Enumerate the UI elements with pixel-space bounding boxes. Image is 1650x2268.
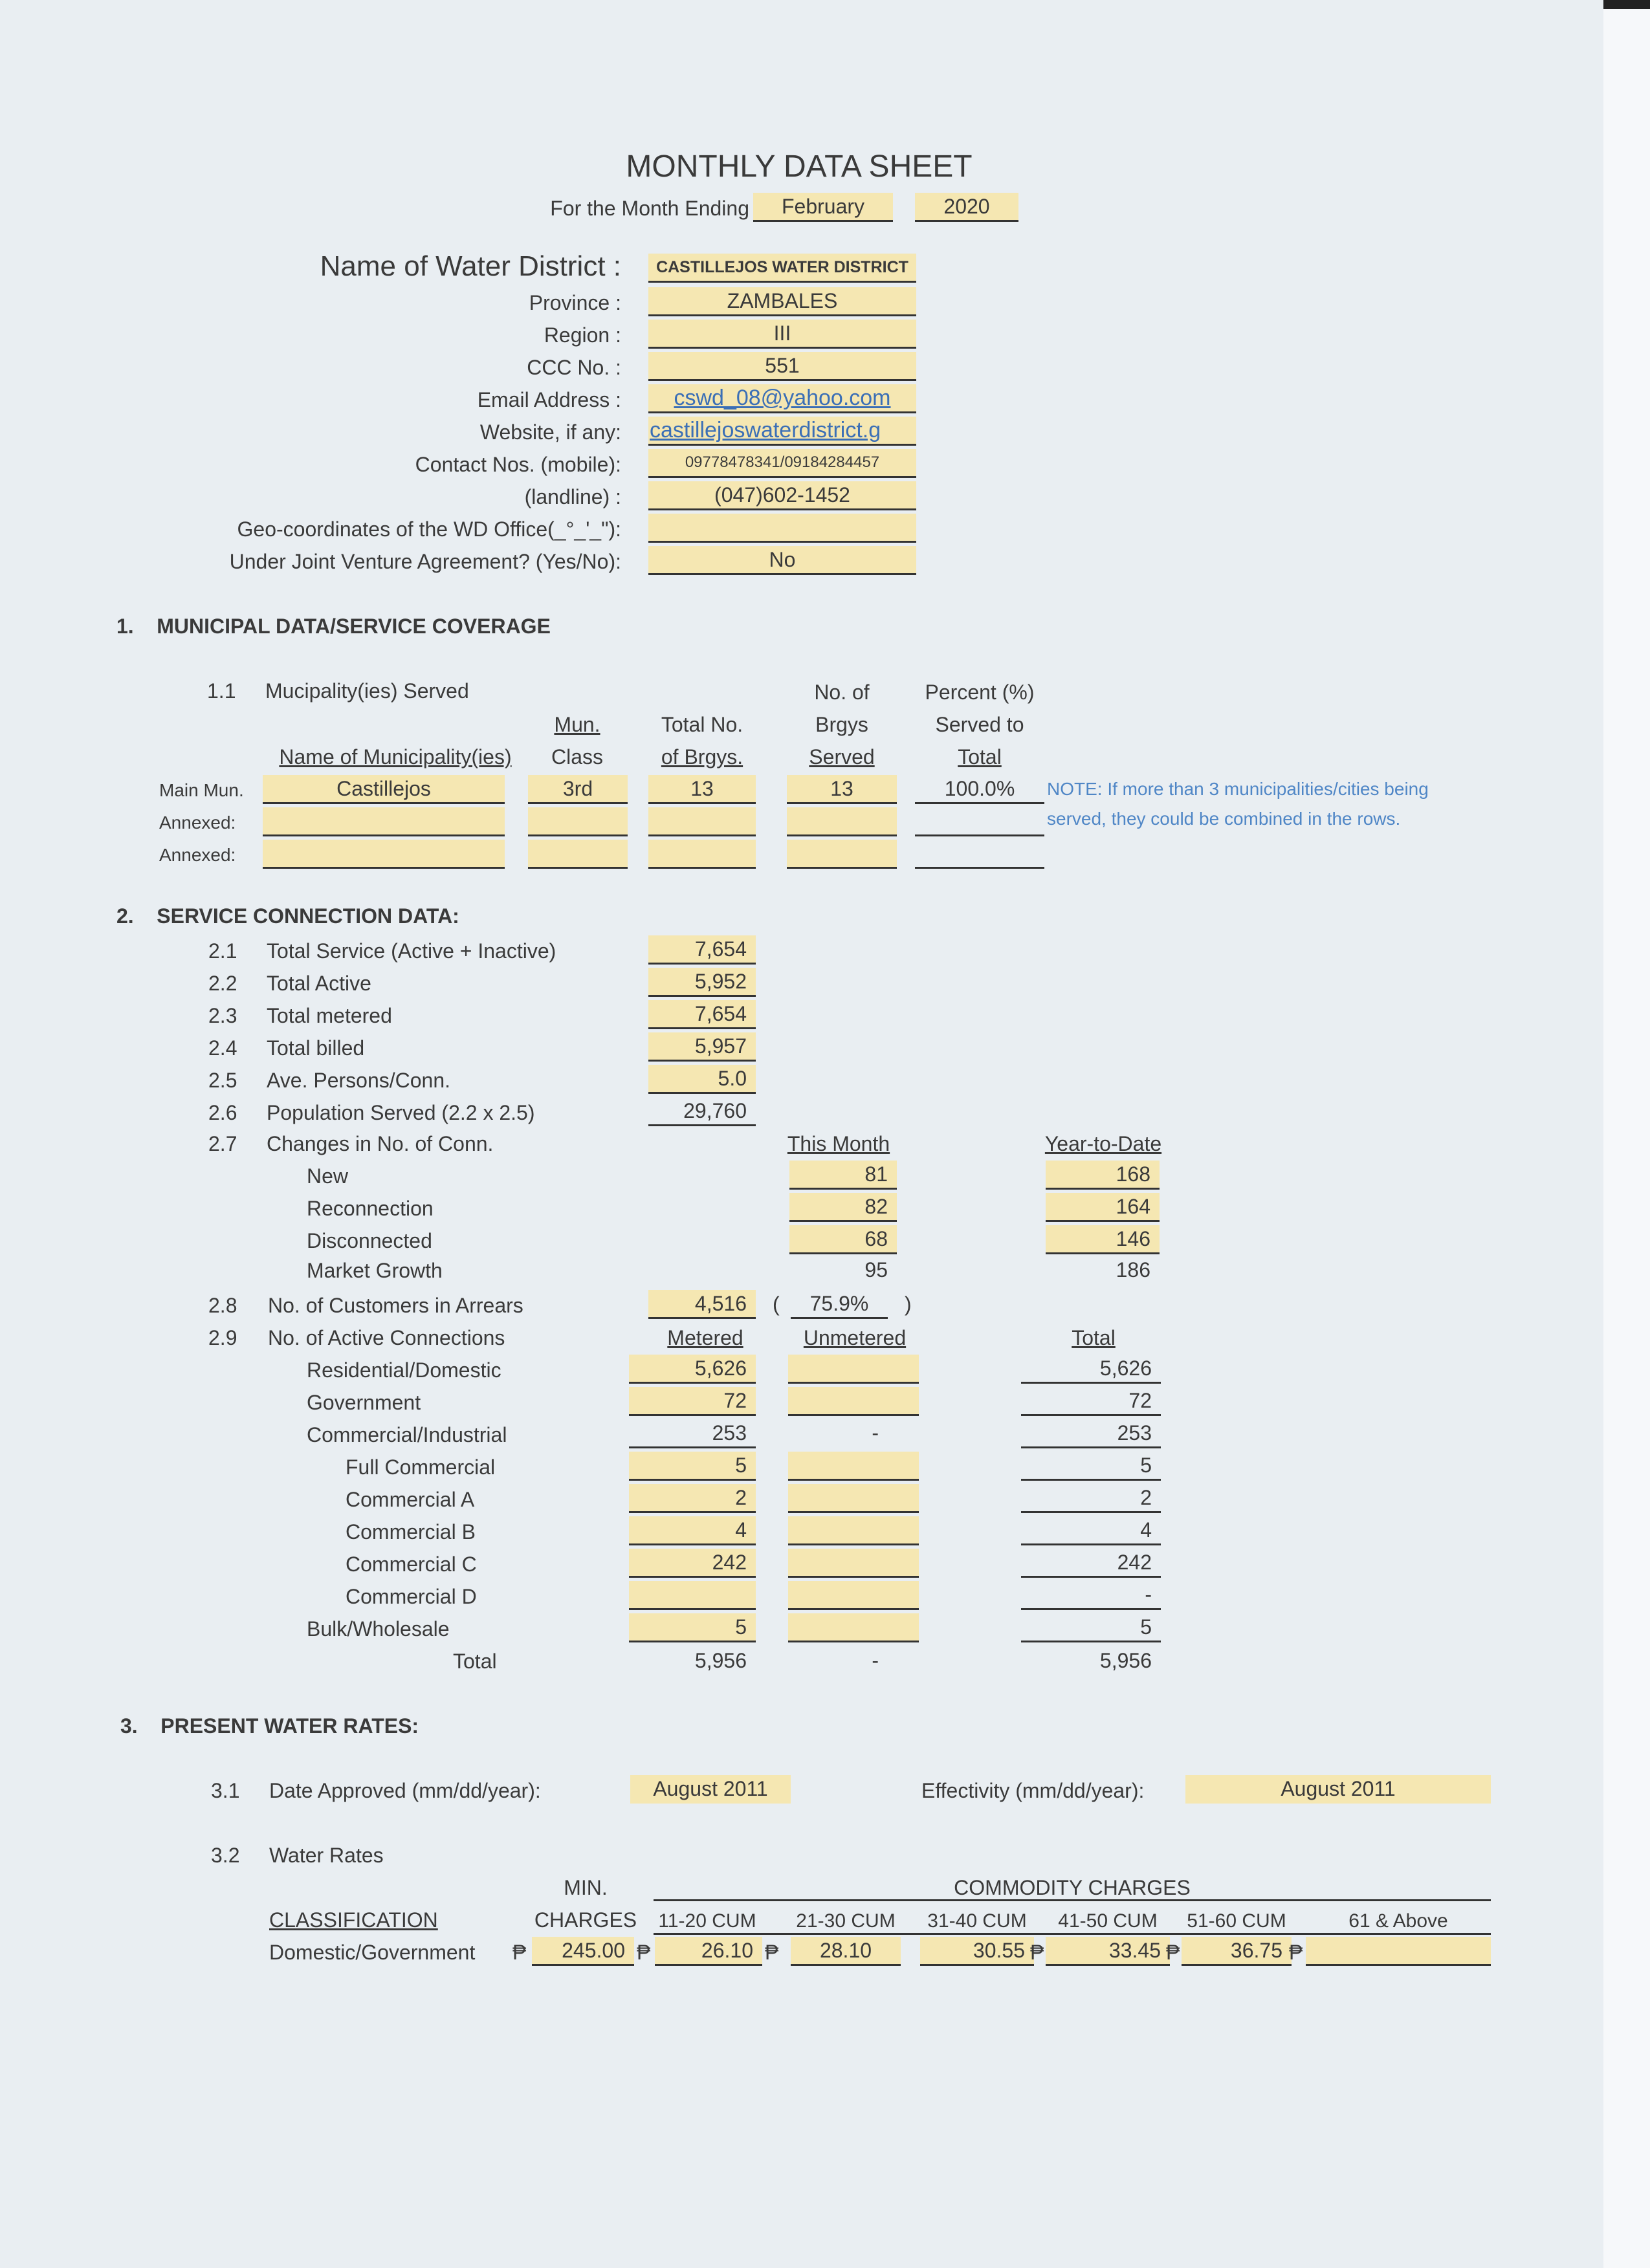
active-total-value: 253 (1117, 1421, 1152, 1445)
item-label: Total metered (267, 1004, 392, 1027)
active-unmetered-field[interactable] (788, 1387, 919, 1416)
note-line-1: NOTE: If more than 3 municipalities/cities being (1047, 779, 1429, 799)
muni-total-field-2[interactable] (648, 807, 756, 836)
arrears-value: 4,516 (694, 1292, 747, 1315)
change-label: Disconnected (307, 1229, 432, 1252)
active-metered-value: 72 (723, 1389, 747, 1412)
item-label: Ave. Persons/Conn. (267, 1069, 451, 1092)
active-label: No. of Active Connections (268, 1326, 505, 1349)
change-month-value: 82 (864, 1195, 888, 1218)
active-row-label: Bulk/Wholesale (307, 1617, 450, 1641)
item-label: Total Active (267, 972, 371, 995)
active-total-value: 4 (1140, 1518, 1152, 1542)
rate-value: 36.75 (1230, 1939, 1282, 1962)
col-total-header-1: Total No. (661, 713, 743, 736)
bracket-header-line (654, 1933, 1491, 1935)
item-value: 7,654 (694, 937, 747, 961)
muni-total-value-1: 13 (690, 777, 714, 800)
item-num: 2.1 (208, 939, 237, 963)
jv-value: No (769, 548, 796, 571)
col-class-header-1: Mun. (554, 713, 600, 736)
item-value: 5.0 (718, 1067, 747, 1090)
muni-served-field-2[interactable] (787, 807, 897, 836)
active-total-line (1021, 1608, 1161, 1610)
active-row-label: Commercial A (346, 1488, 475, 1511)
water-rates-label: Water Rates (269, 1844, 384, 1867)
active-metered-value: 5,626 (694, 1357, 747, 1380)
item-value: 7,654 (694, 1002, 747, 1025)
active-total-line (1021, 1511, 1161, 1513)
active-total-value: 5 (1140, 1615, 1152, 1639)
item-label: Total Service (Active + Inactive) (267, 939, 556, 963)
rate-value: 28.10 (819, 1939, 872, 1962)
col-pct-header-2: Served to (935, 713, 1024, 736)
change-month-value: 81 (864, 1162, 888, 1186)
email-label: Email Address : (477, 388, 621, 411)
arrears-close-paren: ) (905, 1292, 912, 1316)
change-month-value: 68 (864, 1227, 888, 1250)
jv-label: Under Joint Venture Agreement? (Yes/No): (229, 550, 621, 573)
arrears-label: No. of Customers in Arrears (268, 1294, 523, 1317)
section1-sub-num: 1.1 (207, 679, 236, 703)
active-unmetered-field[interactable] (788, 1355, 919, 1384)
peso-sign: ₱ (637, 1941, 651, 1964)
bracket-header: 31-40 CUM (927, 1910, 1027, 1932)
bracket-header: 21-30 CUM (796, 1910, 896, 1932)
active-metered-value: 2 (735, 1486, 747, 1509)
peso-sign: ₱ (1289, 1941, 1303, 1964)
item-value: 29,760 (683, 1099, 747, 1122)
active-unmetered-field[interactable] (788, 1484, 919, 1513)
active-unmetered-field[interactable] (788, 1613, 919, 1642)
change-ytd-value: 146 (1116, 1227, 1150, 1250)
commodity-charges-header: COMMODITY CHARGES (954, 1876, 1191, 1899)
active-metered-value: 5 (735, 1615, 747, 1639)
ytd-header: Year-to-Date (1044, 1132, 1162, 1155)
mobile-label: Contact Nos. (mobile): (415, 453, 621, 476)
change-label: Reconnection (307, 1197, 434, 1220)
muni-class-field-2[interactable] (528, 807, 628, 836)
change-month-value: 95 (864, 1258, 888, 1281)
col-total-header-2: of Brgys. (661, 745, 743, 769)
muni-total-field-3[interactable] (648, 840, 756, 869)
muni-class-value-1: 3rd (562, 777, 593, 800)
muni-pct-line-3 (915, 867, 1044, 869)
landline-value: (047)602-1452 (714, 483, 850, 507)
active-metered-value: 4 (735, 1518, 747, 1542)
this-month-header: This Month (787, 1132, 890, 1155)
item-num: 2.3 (208, 1004, 237, 1027)
col-served-header-2: Brgys (815, 713, 868, 736)
active-total-line (1021, 1446, 1161, 1448)
peso-sign: ₱ (1166, 1941, 1180, 1964)
main-mun-label: Main Mun. (159, 780, 244, 800)
arrears-pct-line (791, 1317, 888, 1319)
change-ytd-value: 164 (1116, 1195, 1150, 1218)
col-pct-header-3: Total (958, 745, 1002, 769)
min-charge-value: 245.00 (562, 1939, 625, 1962)
col-pct-header-1: Percent (%) (925, 681, 1035, 704)
active-unmetered-value: - (872, 1421, 879, 1445)
bracket-header: 41-50 CUM (1058, 1910, 1158, 1932)
col-served-header-1: No. of (814, 681, 870, 704)
item-label: Population Served (2.2 x 2.5) (267, 1101, 535, 1124)
grand-metered-value: 5,956 (694, 1649, 747, 1672)
effectivity-value: August 2011 (1281, 1777, 1396, 1800)
active-row-label: Commercial C (346, 1553, 477, 1576)
district-name-label: Name of Water District : (320, 250, 621, 282)
item-num: 2.5 (208, 1069, 237, 1092)
active-total-value: 5,626 (1099, 1357, 1152, 1380)
bracket-header: 61 & Above (1348, 1910, 1448, 1932)
section1-sub-title: Mucipality(ies) Served (265, 679, 469, 703)
ccc-value: 551 (765, 354, 800, 377)
arrears-num: 2.8 (208, 1294, 237, 1317)
active-row-label: Commercial B (346, 1520, 476, 1543)
change-label: Market Growth (307, 1259, 443, 1282)
active-row-label: Commercial/Industrial (307, 1423, 507, 1446)
bracket-header: 11-20 CUM (658, 1910, 756, 1932)
muni-name-value-1: Castillejos (336, 777, 431, 800)
muni-class-field-3[interactable] (528, 840, 628, 869)
grand-total-value: 5,956 (1099, 1649, 1152, 1672)
active-unmetered-field[interactable] (788, 1452, 919, 1481)
peso-sign: ₱ (1030, 1941, 1044, 1964)
item-value: 5,957 (694, 1034, 747, 1058)
annexed-label-1: Annexed: (159, 812, 236, 833)
unmetered-header: Unmetered (803, 1326, 907, 1349)
region-value: III (773, 322, 791, 345)
province-label: Province : (529, 291, 621, 314)
muni-served-value-1: 13 (830, 777, 853, 800)
email-link[interactable]: cswd_08@yahoo.com (674, 386, 891, 410)
item-num: 2.4 (208, 1036, 237, 1060)
active-total-line (1021, 1479, 1161, 1481)
active-row-label: Government (307, 1391, 421, 1414)
date-approved-num: 3.1 (211, 1779, 240, 1802)
population-line (648, 1124, 756, 1126)
rate-row-label: Domestic/Government (269, 1941, 476, 1964)
grand-total-label: Total (453, 1650, 497, 1673)
col-served-header-3: Served (809, 745, 875, 769)
metered-header: Metered (667, 1326, 743, 1349)
region-label: Region : (544, 323, 621, 347)
changes-num: 2.7 (208, 1132, 237, 1155)
min-charges-header-1: MIN. (564, 1876, 608, 1899)
active-total-value: 72 (1128, 1389, 1152, 1412)
active-num: 2.9 (208, 1326, 237, 1349)
active-total-line (1021, 1543, 1161, 1545)
active-total-value: - (1145, 1583, 1152, 1606)
active-metered-value (629, 1581, 747, 1608)
rate-value: 33.45 (1108, 1939, 1161, 1962)
section2-title: 2. SERVICE CONNECTION DATA: (116, 904, 459, 928)
classification-header: CLASSIFICATION (269, 1908, 438, 1932)
date-approved-label: Date Approved (mm/dd/year): (269, 1779, 541, 1802)
active-unmetered-field[interactable] (788, 1516, 919, 1545)
page-title: MONTHLY DATA SHEET (626, 149, 973, 184)
changes-label: Changes in No. of Conn. (267, 1132, 494, 1155)
item-value: 5,952 (694, 970, 747, 993)
active-row-label: Commercial D (346, 1585, 477, 1608)
muni-pct-line-2 (915, 834, 1044, 836)
section3-title: 3. PRESENT WATER RATES: (120, 1714, 419, 1738)
geo-label: Geo-coordinates of the WD Office(_°_'_"): (237, 518, 621, 541)
arrears-open-paren: ( (773, 1292, 780, 1316)
geo-value (648, 514, 916, 541)
effectivity-label: Effectivity (mm/dd/year): (921, 1779, 1145, 1802)
commodity-header-line (654, 1899, 1491, 1901)
change-ytd-value: 168 (1116, 1162, 1150, 1186)
mobile-value: 09778478341/09184284457 (685, 453, 880, 471)
muni-pct-line-1 (915, 802, 1044, 804)
item-num: 2.6 (208, 1101, 237, 1124)
rate-value: 30.55 (973, 1939, 1025, 1962)
rate-value: 26.10 (701, 1939, 753, 1962)
active-total-value: 242 (1117, 1551, 1152, 1574)
rate-value (1306, 1937, 1482, 1964)
peso-sign: ₱ (765, 1941, 779, 1964)
muni-pct-value-1: 100.0% (944, 777, 1015, 800)
active-total-value: 5 (1140, 1454, 1152, 1477)
page-right-edge (1603, 0, 1650, 2268)
website-label: Website, if any: (479, 420, 621, 444)
grand-unmetered-value: - (872, 1649, 879, 1672)
col-name-header: Name of Municipality(ies) (279, 745, 512, 769)
active-total-line (1021, 1641, 1161, 1642)
district-name-value: CASTILLEJOS WATER DISTRICT (656, 258, 908, 276)
active-unmetered-field[interactable] (788, 1549, 919, 1578)
muni-name-field-3[interactable] (263, 840, 505, 869)
col-class-header-2: Class (551, 745, 603, 769)
active-row-label: Residential/Domestic (307, 1358, 501, 1382)
water-rates-num: 3.2 (211, 1844, 240, 1867)
active-total-line (1021, 1414, 1161, 1416)
section1-title: 1. MUNICIPAL DATA/SERVICE COVERAGE (116, 615, 551, 638)
year-value: 2020 (943, 195, 990, 218)
active-metered-line (629, 1446, 756, 1448)
change-ytd-value: 186 (1116, 1258, 1150, 1281)
active-unmetered-field[interactable] (788, 1581, 919, 1610)
province-value: ZAMBALES (727, 289, 838, 312)
item-label: Total billed (267, 1036, 365, 1060)
active-total-line (1021, 1382, 1161, 1384)
active-metered-value: 253 (712, 1421, 747, 1445)
date-approved-value: August 2011 (653, 1777, 768, 1800)
ccc-label: CCC No. : (527, 356, 621, 379)
active-total-value: 2 (1140, 1486, 1152, 1509)
scan-corner-mark (1603, 0, 1650, 9)
active-metered-value: 242 (712, 1551, 747, 1574)
arrears-pct-value: 75.9% (809, 1292, 869, 1315)
website-link[interactable]: castillejoswaterdistrict.g (650, 418, 881, 442)
note-line-2: served, they could be combined in the rows. (1047, 809, 1401, 829)
active-metered-value: 5 (735, 1454, 747, 1477)
month-value: February (781, 195, 865, 218)
item-num: 2.2 (208, 972, 237, 995)
min-charges-header-2: CHARGES (534, 1908, 637, 1932)
landline-label: (landline) : (524, 485, 621, 508)
peso-sign: ₱ (512, 1941, 527, 1964)
change-label: New (307, 1164, 349, 1188)
month-ending-label: For the Month Ending (550, 197, 749, 220)
bracket-header: 51-60 CUM (1187, 1910, 1286, 1932)
muni-served-field-3[interactable] (787, 840, 897, 869)
total-header: Total (1072, 1326, 1116, 1349)
annexed-label-2: Annexed: (159, 845, 236, 865)
active-row-label: Full Commercial (346, 1456, 496, 1479)
muni-name-field-2[interactable] (263, 807, 505, 836)
active-total-line (1021, 1576, 1161, 1578)
